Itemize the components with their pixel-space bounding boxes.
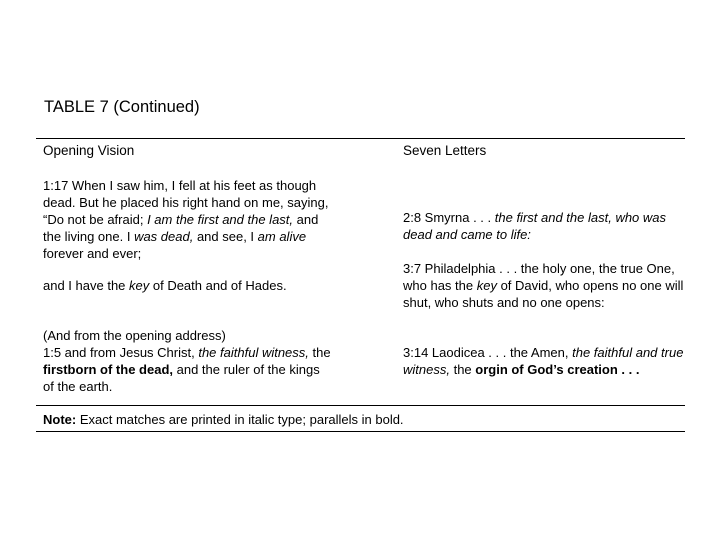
text-segment: the [308,345,331,360]
text-segment: and the living one. I [43,212,319,244]
table-top-rule [36,138,685,139]
note-text: Exact matches are printed in italic type; parallels in bold. [76,412,404,427]
text-segment: 1:5 and from Jesus Christ, [43,345,199,360]
italic-match-text: was dead, [134,229,194,244]
text-segment: forever and ever; [43,246,142,261]
italic-match-text: the faithful and true witness, [403,345,684,377]
table-title: TABLE 7 (Continued) [44,98,200,116]
table-bottom-rule [36,431,685,432]
row-2-seven-letters [403,260,693,311]
italic-match-text: am alive [257,229,307,244]
text-segment: 3:7 Philadelphia . . . the holy one, the true One, who has the [403,261,675,293]
row-1-opening-vision [43,177,333,262]
header-opening-vision: Opening Vision [43,143,135,158]
text-segment: and I have the [43,278,130,293]
text-segment: and the ruler of the kings of the earth. [43,362,320,394]
text-segment: of David, who opens no one will shut, who shuts and no one opens: [403,278,684,310]
bold-parallel-text: firstborn of the dead, [43,362,173,377]
header-seven-letters: Seven Letters [403,143,487,158]
italic-match-text: I am the first and the last, [147,212,294,227]
row-3-seven-letters [403,344,693,378]
table-note-rule [36,405,685,406]
italic-match-text: key [476,278,497,293]
text-segment: 3:14 Laodicea . . . the Amen, [403,345,573,360]
text-segment: of Death and of Hades. [149,278,287,293]
text-segment: (And from the opening address) [43,328,226,343]
text-segment: and see, I [193,229,258,244]
table-note [43,411,683,428]
text-segment: the [449,362,476,377]
row-1-seven-letters [403,209,693,243]
row-3-opening-vision [43,327,333,395]
text-segment: 1:17 When I saw him, I fell at his feet as though dead. But he placed his right hand on me, saying, “Do not be afraid; [43,178,329,227]
note-label: Note: [43,412,77,427]
row-2-opening-vision [43,277,333,294]
italic-match-text: the faithful witness, [198,345,309,360]
text-segment: 2:8 Smyrna . . . [403,210,495,225]
italic-match-text: the first and the last, who was dead and came to life: [403,210,667,242]
italic-match-text: key [129,278,150,293]
bold-parallel-text: orgin of God’s creation . . . [475,362,640,377]
